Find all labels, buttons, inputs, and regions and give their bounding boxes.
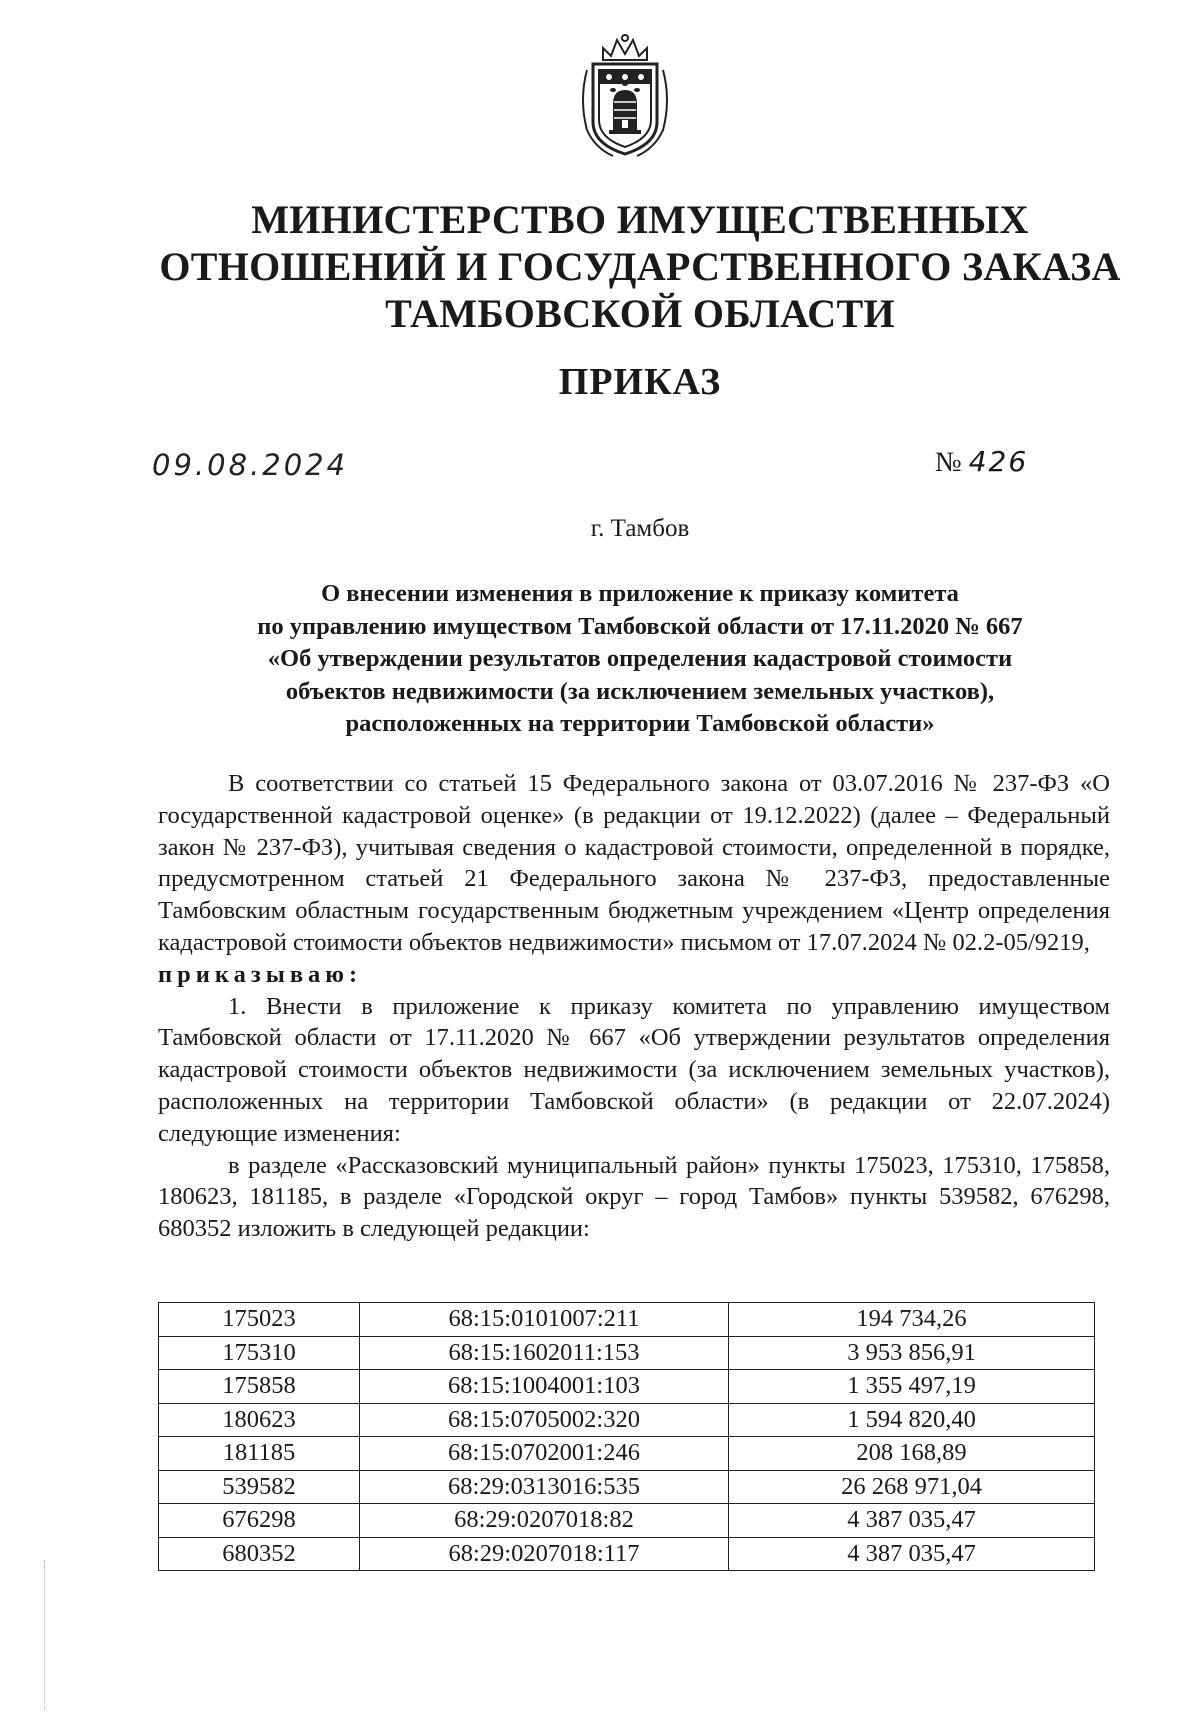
cadastral-number-cell: 68:29:0207018:82 xyxy=(360,1504,729,1538)
table-row xyxy=(159,1303,1095,1337)
number-label: № xyxy=(935,447,962,478)
item-number-cell: 680352 xyxy=(159,1537,360,1571)
item-number-cell: 676298 xyxy=(159,1504,360,1538)
order-number xyxy=(935,445,1028,479)
cadastral-table xyxy=(158,1302,1095,1571)
city: г. Тамбов xyxy=(590,515,690,542)
document-body xyxy=(158,768,1110,1245)
cadastral-number-cell: 68:15:0101007:211 xyxy=(360,1303,729,1337)
document-subject xyxy=(100,578,1180,741)
table-row xyxy=(159,1336,1095,1370)
cadastral-value-cell: 4 387 035,47 xyxy=(729,1537,1095,1571)
table-row xyxy=(159,1504,1095,1538)
table-row xyxy=(159,1403,1095,1437)
cadastral-value-cell: 1 594 820,40 xyxy=(729,1403,1095,1437)
cadastral-value-cell: 3 953 856,91 xyxy=(729,1336,1095,1370)
cadastral-number-cell: 68:15:1602011:153 xyxy=(360,1336,729,1370)
table-row xyxy=(159,1470,1095,1504)
preamble-paragraph: В соответствии со статьей 15 Федерального закона от 03.07.2016 № 237-ФЗ «О государственной кадастровой оценке» (в редакции от 19.12.2022) (далее – Федеральный закон № 237-ФЗ), учитывая сведения о кадастровой стоимости, определенной в порядке, предусмотренном статьей 21 Федерального закона № 237-ФЗ, предоставленные Тамбовским областным государственным бюджетным учреждением «Центр определения кадастровой стоимости объектов недвижимости» письмом от 17.07.2024 № 02.2-05/9219, xyxy=(158,770,1110,956)
item-number-cell: 175858 xyxy=(159,1370,360,1404)
ministry-name xyxy=(100,196,1180,337)
cadastral-value-cell: 194 734,26 xyxy=(729,1303,1095,1337)
cadastral-number-cell: 68:15:0702001:246 xyxy=(360,1437,729,1471)
cadastral-number-cell: 68:29:0313016:535 xyxy=(360,1470,729,1504)
subject-line: О внесении изменения в приложение к приказу комитета xyxy=(321,580,959,607)
document-type: ПРИКАЗ xyxy=(558,361,722,403)
subject-line: по управлению имуществом Тамбовской области от 17.11.2020 № 667 xyxy=(257,612,1023,640)
subject-line: расположенных на территории Тамбовской области» xyxy=(345,710,935,737)
item-number-cell: 539582 xyxy=(159,1470,360,1504)
item-number-cell: 175023 xyxy=(159,1303,360,1337)
ministry-line: ОТНОШЕНИЙ И ГОСУДАРСТВЕННОГО ЗАКАЗА xyxy=(159,244,1121,289)
clause-1-paragraph: 1. Внести в приложение к приказу комитета по управлению имуществом Тамбовской области от 17.11.2020 № 667 «Об утверждении результатов определения кадастровой стоимости объектов недвижимости (за исключением земельных участков), расположенных на территории Тамбовской области» (в редакции от 22.07.2024) следующие изменения: xyxy=(158,992,1110,1147)
cadastral-value-cell: 1 355 497,19 xyxy=(729,1370,1095,1404)
table-row xyxy=(159,1370,1095,1404)
cadastral-number-cell: 68:15:1004001:103 xyxy=(360,1370,729,1404)
cadastral-value-cell: 208 168,89 xyxy=(729,1437,1095,1471)
scan-margin-marks xyxy=(44,1560,47,1710)
item-number-cell: 175310 xyxy=(159,1336,360,1370)
cadastral-number-cell: 68:29:0207018:117 xyxy=(360,1537,729,1571)
subject-line: объектов недвижимости (за исключением земельных участков), xyxy=(285,677,995,705)
order-word: приказываю: xyxy=(158,960,363,988)
table-row xyxy=(159,1437,1095,1471)
ministry-line: ТАМБОВСКОЙ ОБЛАСТИ xyxy=(385,291,895,336)
handwritten-date: 09.08.2024 xyxy=(152,448,349,482)
cadastral-value-cell: 26 268 971,04 xyxy=(729,1470,1095,1504)
tambov-coat-of-arms-icon xyxy=(573,30,677,160)
item-number-cell: 180623 xyxy=(159,1403,360,1437)
cadastral-number-cell: 68:15:0705002:320 xyxy=(360,1403,729,1437)
handwritten-number: 426 xyxy=(968,445,1029,478)
cadastral-value-cell: 4 387 035,47 xyxy=(729,1504,1095,1538)
table-row xyxy=(159,1537,1095,1571)
sections-paragraph: в разделе «Рассказовский муниципальный район» пункты 175023, 175310, 175858, 180623, 181185, в разделе «Городской округ – город Тамбов» пункты 539582, 676298, 680352 изложить в следующей редакции: xyxy=(158,1151,1110,1243)
item-number-cell: 181185 xyxy=(159,1437,360,1471)
ministry-line: МИНИСТЕРСТВО ИМУЩЕСТВЕННЫХ xyxy=(251,197,1029,242)
subject-line: «Об утверждении результатов определения кадастровой стоимости xyxy=(267,645,1013,672)
